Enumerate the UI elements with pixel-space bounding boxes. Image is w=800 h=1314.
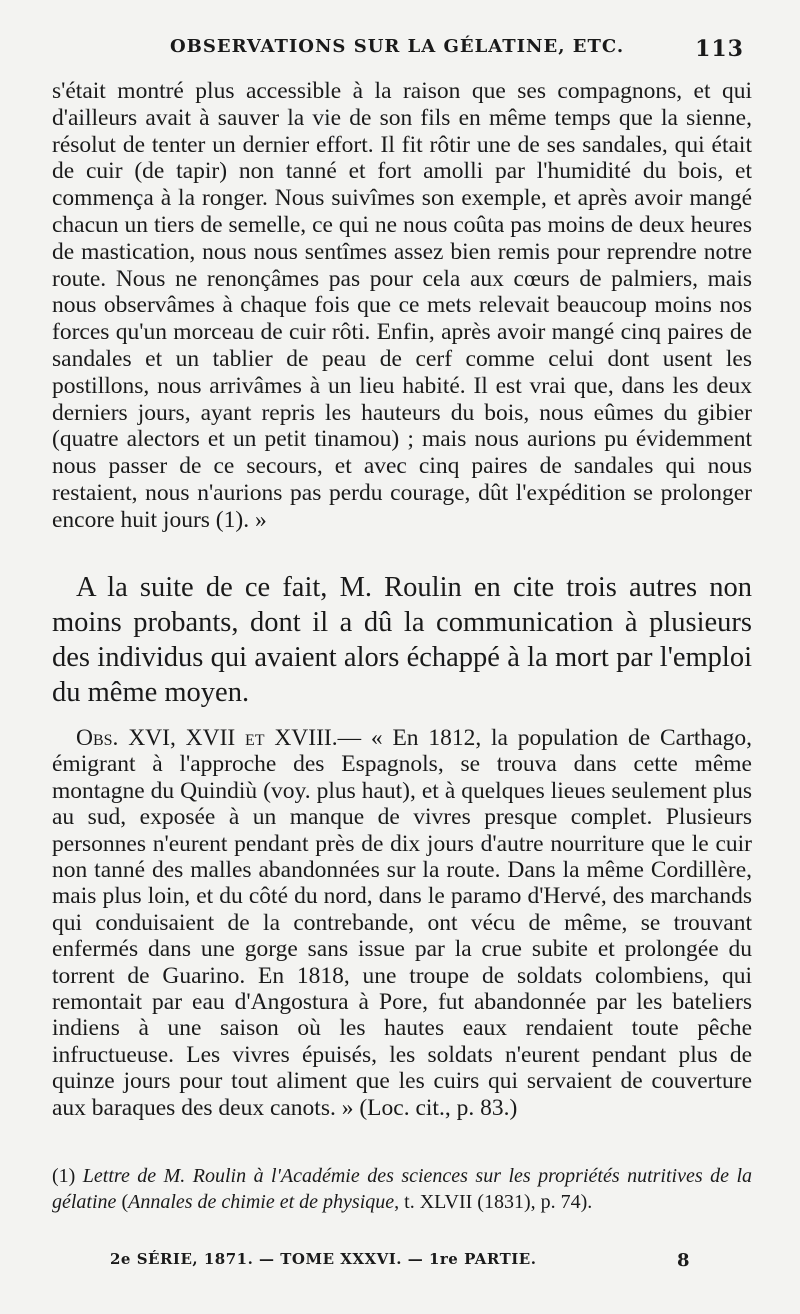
footnote-title: Lettre de M. Roulin à l'Académie des sciences sur les propriétés nutritives de la gélatine xyxy=(52,1165,752,1213)
page-footer xyxy=(110,1250,690,1271)
footnote xyxy=(52,1163,752,1215)
quoted-paragraph: s'était montré plus accessible à la raison que ses compagnons, et qui d'ailleurs avait à sauver la vie de son fils en même temps que la sienne, résolut de tenter un dernier effort. Il fit rôtir une de ses sandales, qui était de cuir (de tapir) non tanné et fort amolli par l'humidité du bois, et commença à la ronger. Nous suivîmes son exemple, et après avoir mangé chacun un tiers de semelle, ce qui ne nous coûta pas moins de deux heures de mastication, nous nous sentîmes assez bien remis pour reprendre notre route. Nous ne renonçâmes pas pour cela aux cœurs de palmiers, mais nous observâmes à chaque fois que ce mets relevait beaucoup moins nos forces qu'un morceau de cuir rôti. Enfin, après avoir mangé cinq paires de sandales et un tablier de peau de cerf comme celui dont usent les postillons, nous arrivâmes à un lieu habité. Il est vrai que, dans les deux derniers jours, ayant repris les hauteurs du bois, nous eûmes du gibier (quatre alectors et un petit tinamou) ; mais nous aurions pu évidemment nous passer de ce secours, et avec cinq paires de sandales qui nous restaient, nous n'aurions pas perdu courage, dût l'expédition se prolonger encore huit jours (1). » xyxy=(52,78,752,533)
footer-signature: 8 xyxy=(676,1250,690,1271)
footnote-journal: Annales de chimie et de physique xyxy=(128,1191,395,1213)
observation-paragraph xyxy=(52,725,752,1121)
observation-text: — « En 1812, la population de Carthago, émigrant à l'approche des Espagnols, se trouva dans cette même montagne du Quindiù (voy. plus haut), et à quelques lieues seulement plus au sud, exposée à un manque de vivres presque complet. Plusieurs personnes n'eurent pendant près de dix jours d'autre nourriture que le cuir non tanné des malles abandonnées sur la route. Dans la même Cordillère, mais plus loin, et du côté du nord, dans le paramo d'Hervé, des marchands qui conduisaient de la contrebande, ont vécu de même, se trouvant enfermés dans une gorge sans issue par la crue subite et prolongée du torrent de Guarino. En 1818, une troupe de soldats colombiens, qui remontait par eau d'Angostura à Pore, fut abandonnée par les bateliers indiens à une saison où les hautes eaux rendaient toute pêche infructueuse. Les vivres épuisés, les soldats n'eurent pendant plus de quinze jours pour tout aliment que les cuirs qui servaient de couverture aux baraques des deux canots. » (Loc. cit., p. 83.) xyxy=(52,725,752,1121)
footnote-text-b: , t. XLVII (1831), p. 74). xyxy=(394,1191,593,1213)
footer-series: 2e SÉRIE, 1871. — TOME XXXVI. — 1re PARTIE. xyxy=(110,1250,537,1268)
footnote-text-a: ( xyxy=(116,1191,129,1213)
observation-label: Obs. XVI, XVII et XVIII. xyxy=(76,725,338,751)
page-number: 113 xyxy=(695,36,744,62)
running-header xyxy=(170,36,752,62)
footnote-marker: (1) xyxy=(52,1165,76,1187)
main-paragraph: A la suite de ce fait, M. Roulin en cite trois autres non moins probants, dont il a dû la communication à plusieurs des individus qui avaient alors échappé à la mort par l'emploi du même moyen. xyxy=(52,572,752,708)
running-header-title: OBSERVATIONS SUR LA GÉLATINE, ETC. xyxy=(170,36,625,57)
